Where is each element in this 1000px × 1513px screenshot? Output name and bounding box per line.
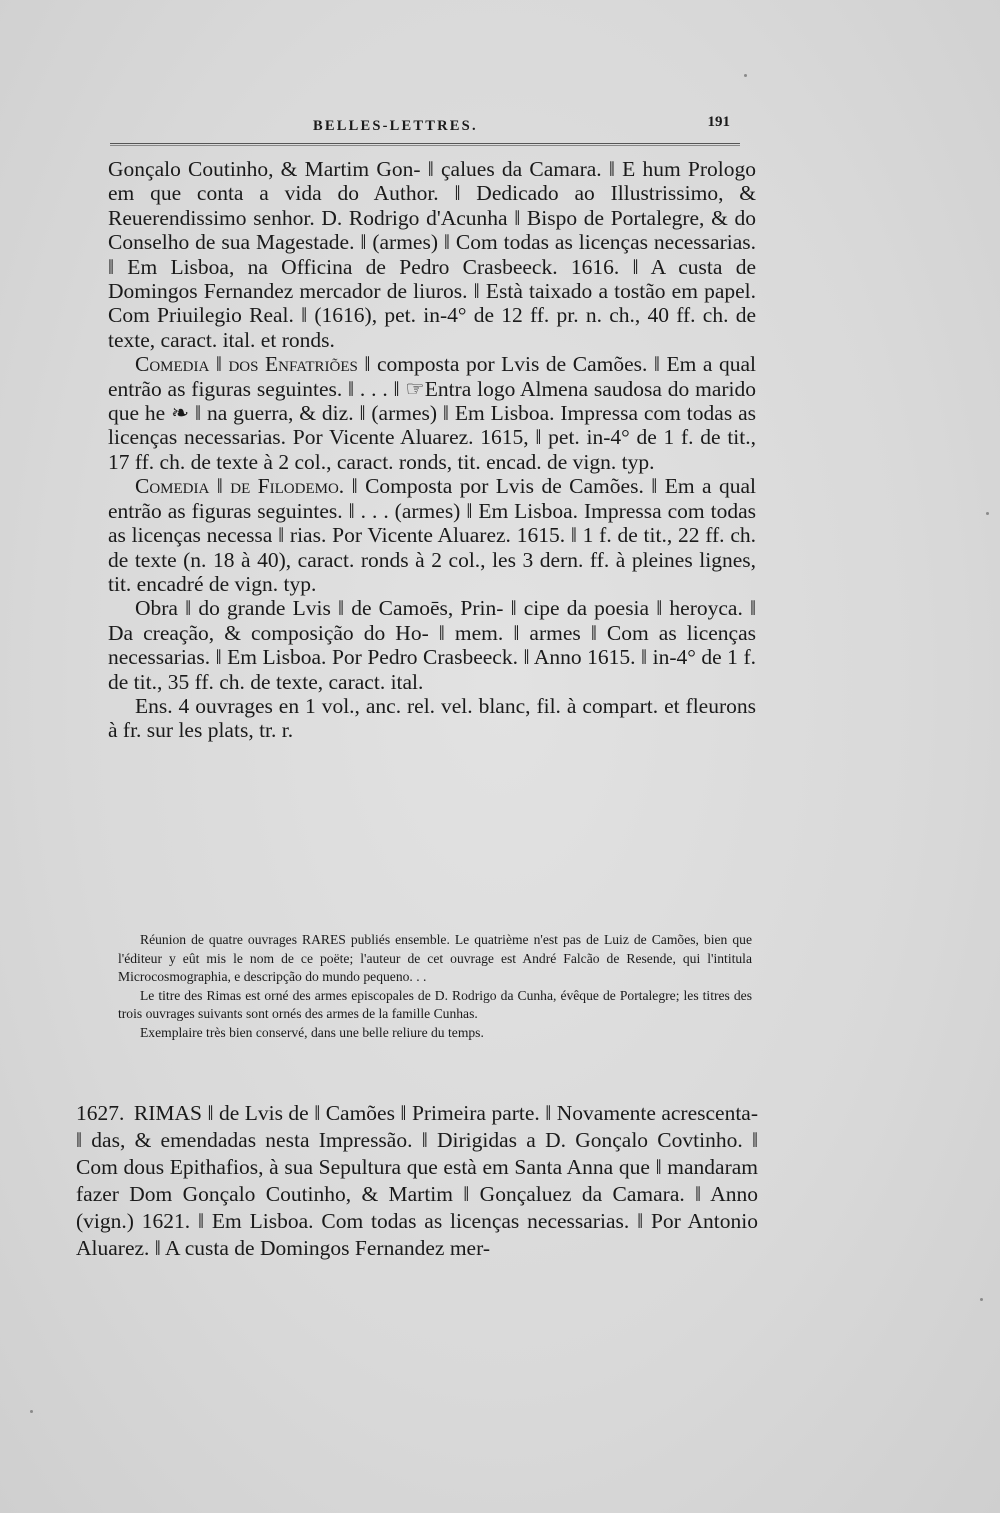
notes <box>118 931 752 1043</box>
running-head-title: BELLES-LETTRES. <box>313 118 478 134</box>
note-paragraph: Réunion de quatre ouvrages RARES publiés ensemble. Le quatrième n'est pas de Luiz de Camões, bien que l'éditeur y eût mis le nom de ce poëte; l'auteur de cet ouvrage est André Falcão de Resende, qui l'intitula Microcosmographia, e descripção do mundo pequeno. . . <box>118 932 752 985</box>
note-paragraph: Exemplaire très bien conservé, dans une belle reliure du temps. <box>140 1024 484 1040</box>
running-head <box>110 112 740 152</box>
entry-body: de Camoēs, Prin- ‖ cipe da poesia ‖ heroyca. ‖ Da creação, & composição do Ho- ‖ mem. ‖ armes ‖ Com as licenças necessarias. ‖ Em Lisboa. Por Pedro Crasbeeck. ‖ Anno 1615. ‖ in-4° de 1 f. de tit., 35 ff. ch. de texte, caract. ital. <box>108 596 757 694</box>
main-text <box>108 157 756 743</box>
entry-title-b: dos Enfatriões <box>228 352 358 377</box>
continuation-paragraph <box>108 157 756 352</box>
paper-speck <box>980 1298 983 1301</box>
paper-speck <box>30 1410 33 1413</box>
entry-title-a: Comedia <box>135 352 210 377</box>
entry-body: ‖ de Lvis de ‖ Camões ‖ Primeira parte. ‖ Novamente acrescenta- ‖ das, & emendadas nesta Impressão. ‖ Dirigidas a D. Gonçalo Covtinho. ‖ Com dous Epithafios, à sua Sepultura que està em Santa Anna que ‖ mandaram fazer Dom Gonçalo Coutinho, & Martim ‖ Gonçaluez da Camara. ‖ Anno (vign.) 1621. ‖ Em Lisboa. Com todas as licenças necessarias. ‖ Por Antonio Aluarez. ‖ A custa de Domingos Fernandez mer- <box>76 1101 759 1260</box>
binding-description <box>108 694 756 743</box>
entry-title: RIMAS <box>133 1101 202 1125</box>
entry-body: composta por Lvis de Camões. ‖ Em a qual entrão as figuras seguintes. ‖ . . . ‖ ☞Entra logo Almena saudosa do marido que he ❧ ‖ na guerra, & diz. ‖ (armes) ‖ Em Lisboa. Impressa com todas as licenças necessarias. Por Vicente Aluarez. 1615, ‖ pet. in-4° de 1 f. de tit., 17 ff. ch. de texte à 2 col., caract. ronds, tit. encad. de vign. typ. <box>108 352 757 474</box>
entry-obra: Obra ‖ do grande Lvis ‖ de Camoēs, Prin- ‖ cipe da poesia ‖ heroyca. ‖ Da creação, & composição do Ho- ‖ mem. ‖ armes ‖ Com as licenças necessarias. ‖ Em Lisboa. Por Pedro Crasbeeck. ‖ Anno 1615. ‖ in-4° de 1 f. de tit., 35 ff. ch. de texte, caract. ital. <box>108 596 757 694</box>
entry-1627-paragraph <box>76 1100 758 1262</box>
entry-title-a: Obra <box>135 596 178 621</box>
entry-title-a: Comedia <box>135 474 210 499</box>
entry-body: Composta por Lvis de Camões. ‖ Em a qual entrão as figuras seguintes. ‖ . . . (armes) ‖ Em Lisboa. Impressa com todas as licenças necessa ‖ rias. Por Vicente Aluarez. 1615. ‖ 1 f. de tit., 22 ff. ch. de texte (n. 18 à 40), caract. ronds à 2 col., les 3 dern. ff. à pleines lignes, tit. encadré de vign. typ. <box>108 474 756 596</box>
entry-title-b: do grande Lvis <box>198 596 331 621</box>
note-paragraph: Le titre des Rimas est orné des armes episcopales de D. Rodrigo da Cunha, évêque de Portalegre; les titres des trois ouvrages suivants sont ornés des armes de la famille Cunhas. <box>118 987 752 1022</box>
entry-title-b: de Filodemo. <box>230 474 345 499</box>
paper-speck <box>986 512 989 515</box>
binding-text: Ens. 4 ouvrages en 1 vol., anc. rel. vel. blanc, fil. à compart. et fleurons à fr. sur les plats, tr. r. <box>108 693 756 743</box>
paper-speck <box>744 74 747 77</box>
entry-comedia-filodemo: Comedia ‖ de Filodemo. ‖ Composta por Lvis de Camões. ‖ Em a qual entrão as figuras seguintes. ‖ . . . (armes) ‖ Em Lisboa. Impressa com todas as licenças necessa ‖ rias. Por Vicente Aluarez. 1615. ‖ 1 f. de tit., 22 ff. ch. de texte (n. 18 à 40), caract. ronds à 2 col., les 3 dern. ff. à pleines lignes, tit. encadré de vign. typ. <box>108 474 756 596</box>
page-number: 191 <box>707 114 730 130</box>
entry-comedia-enfatrioes: Comedia ‖ dos Enfatriões ‖ composta por Lvis de Camões. ‖ Em a qual entrão as figuras seguintes. ‖ . . . ‖ ☞Entra logo Almena saudosa do marido que he ❧ ‖ na guerra, & diz. ‖ (armes) ‖ Em Lisboa. Impressa com todas as licenças necessarias. Por Vicente Aluarez. 1615, ‖ pet. in-4° de 1 f. de tit., 17 ff. ch. de texte à 2 col., caract. ronds, tit. encad. de vign. typ. <box>108 352 757 474</box>
continuation-text: Gonçalo Coutinho, & Martim Gon- ‖ çalues da Camara. ‖ E hum Prologo em que conta a vida do Author. ‖ Dedicado ao Illustrissimo, & Reuerendissimo senhor. D. Rodrigo d'Acunha ‖ Bispo de Portalegre, & do Conselho de sua Magestade. ‖ (armes) ‖ Com todas as licenças necessarias. ‖ Em Lisboa, na Officina de Pedro Crasbeeck. 1616. ‖ A custa de Domingos Fernandez mercador de liuros. ‖ Està taixado a tostão em papel. Com Priuilegio Real. ‖ (1616), pet. in-4° de 12 ff. pr. n. ch., 40 ff. ch. de texte, caract. ital. et ronds. <box>108 157 756 352</box>
entry-1627 <box>76 1100 758 1262</box>
header-rule <box>110 143 740 146</box>
entry-number: 1627. <box>76 1101 125 1125</box>
